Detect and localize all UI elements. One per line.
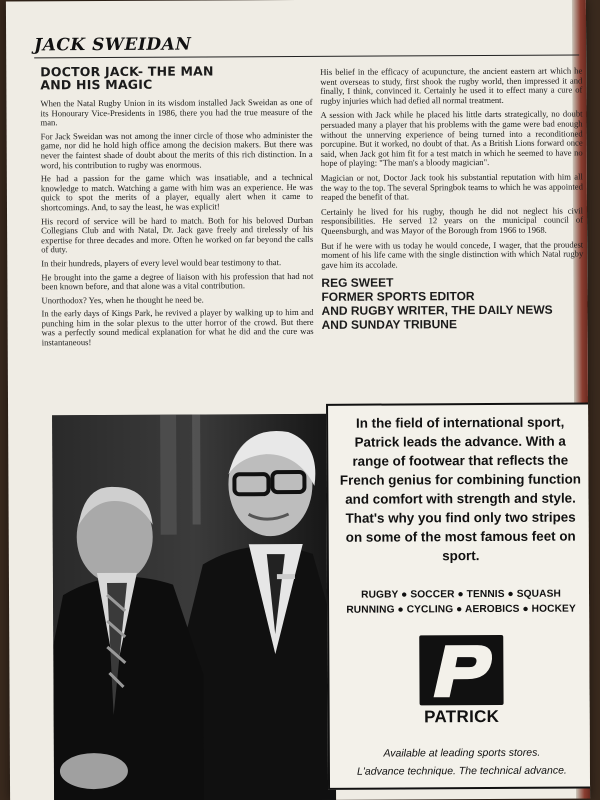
patrick-logo xyxy=(415,635,507,727)
author-role: FORMER SPORTS EDITOR xyxy=(321,289,475,305)
article-title xyxy=(40,64,312,91)
patrick-advertisement xyxy=(326,402,590,789)
ad-sports-line: RUNNING ● CYCLING ● AEROBICS ● HOCKEY xyxy=(346,603,576,616)
paragraph: In their hundreds, players of every level would bear testimony to that. xyxy=(41,256,282,269)
paragraph: Certainly he lived for his rugby, though he did not neglect his civil responsibilities. He served 12 years on the municipal council of Queensburgh, and was Mayor of the Borough from 1966 to 1968. xyxy=(320,205,584,236)
paragraph: He had a passion for the game which was insatiable, and a technical knowledge to match. Watching a game with him was an experience. He was quick to spot the merits of a player, equally alert when it came to shortcomings. And, to say the least, he was explicit! xyxy=(40,172,313,213)
article-left-column xyxy=(40,64,313,352)
patrick-p-logo-icon xyxy=(419,635,503,705)
ad-sports-line: RUGBY ● SOCCER ● TENNIS ● SQUASH xyxy=(361,588,561,601)
paragraph: His belief in the efficacy of acupuncture, the ancient eastern art which he went overseas to study, first shook the rugby world, then impressed it and finally, I think, convinced it. Certainly he used it to effect many a cure of rugby injuries which had defied all normal treatment. xyxy=(320,65,583,106)
ad-availability: Available at leading sports stores. xyxy=(383,746,541,760)
paragraph: For Jack Sweidan was not among the inner circle of those who administer the game, nor did he hold high office among the decision makers. But there was never the faintest shade of doubt about the merits of this rich distinction. In a word, his contribution to rugby was enormous. xyxy=(40,129,313,170)
ad-tagline: L'advance technique. The technical advance. xyxy=(356,764,567,778)
author-role: AND SUNDAY TRIBUNE xyxy=(321,317,458,333)
two-men-photo-icon xyxy=(52,414,336,800)
paragraph: But if he were with us today he would concede, I wager, that the proudest moment of his life came with the single distinction with which Natal rugby gave him its accolade. xyxy=(321,239,584,270)
magazine-page xyxy=(6,0,590,800)
article-title-line: DOCTOR JACK- THE MAN xyxy=(40,63,214,80)
patrick-logo-text: PATRICK xyxy=(424,706,500,727)
article-right-column xyxy=(320,67,583,333)
paragraph: When the Natal Rugby Union in its wisdom installed Jack Sweidan as one of its Honourary Vice-Presidents in 1986, there you had the true measure of the man. xyxy=(40,96,313,128)
paragraph: Unorthodox? Yes, when he thought he need be. xyxy=(41,294,204,306)
author-credit xyxy=(321,275,583,332)
page-title: JACK SWEIDAN xyxy=(34,34,192,56)
ad-sports-list xyxy=(339,587,583,618)
paragraph: He brought into the game a degree of liaison with his profession that had not been known before, and that alone was a vital contribution. xyxy=(41,270,314,292)
paragraph: A session with Jack while he placed his little darts strategically, no doubt persuaded many a player that his problems with the game were bad enough without the unnerving experience of being turned into a reconditioned porcupine. But it worked, no doubt of that. As a British Lions forward once said, when Jack got him fit for a test match in which he seemed to have no hope of playing: "The man's a bloody magician". xyxy=(320,108,583,169)
page-header xyxy=(34,33,579,59)
author-name: REG SWEET xyxy=(321,275,394,291)
paragraph: In the early days of Kings Park, he revived a player by walking up to him and punching him in the solar plexus to the utter horror of the crowd. But there was a perfectly sound medical explanation for what he did and the cure was instantaneous! xyxy=(41,307,314,348)
author-role: AND RUGBY WRITER, THE DAILY NEWS xyxy=(321,302,553,319)
ad-body-text: In the field of international sport, Patrick leads the advance. With a range of footwear that reflects the French genius for combining function and comfort with strength and style. That's why you find only two stripes on some of the most famous feet on sport. xyxy=(339,414,581,564)
paragraph: Magician or not, Doctor Jack took his substantial reputation with him all the way to the top. The several Springbok teams to which he was appointed reaped the benefit of that. xyxy=(320,171,583,203)
photo-two-men xyxy=(52,414,336,800)
paragraph: His record of service will be hard to match. Both for his beloved Durban Collegians Club and with Natal, Dr. Jack gave freely and tirelessly of his expertise for three decades and more. Often he worked on far beyond the calls of duty. xyxy=(41,214,314,255)
article-title-line: AND HIS MAGIC xyxy=(40,76,153,93)
